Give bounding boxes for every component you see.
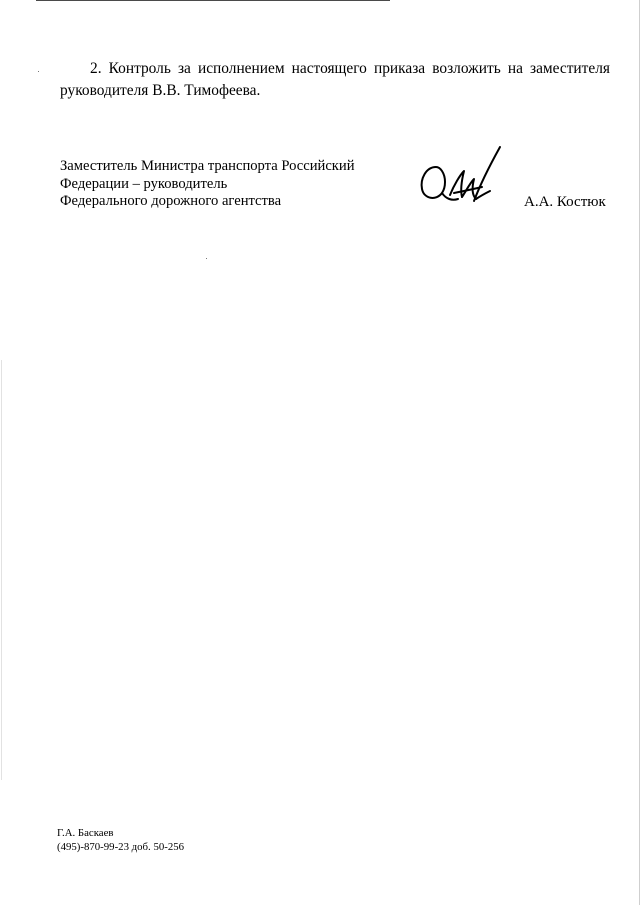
signer-name: А.А. Костюк	[524, 194, 606, 210]
position-line-1: Заместитель Министра транспорта Российский	[60, 158, 355, 174]
scan-speck	[38, 71, 39, 72]
signatory-position	[60, 158, 355, 211]
position-line-2: Федерации – руководитель	[60, 175, 228, 192]
executor-phone: (495)-870-99-23 доб. 50-256	[57, 841, 185, 853]
handwritten-signature	[416, 145, 506, 211]
order-paragraph	[60, 58, 610, 102]
executor-name: Г.А. Баскаев	[57, 827, 114, 839]
executor-footer	[57, 826, 184, 854]
position-line-3: Федерального дорожного агентства	[60, 193, 282, 209]
paragraph-line-1: 2. Контроль за исполнением настоящего приказа возложить на заместителя	[90, 60, 610, 77]
scan-speck	[206, 258, 207, 259]
paragraph-line-2: руководителя В.В. Тимофеева.	[60, 82, 261, 99]
scan-edge-top	[36, 0, 390, 1]
scan-edge-left	[1, 360, 2, 780]
